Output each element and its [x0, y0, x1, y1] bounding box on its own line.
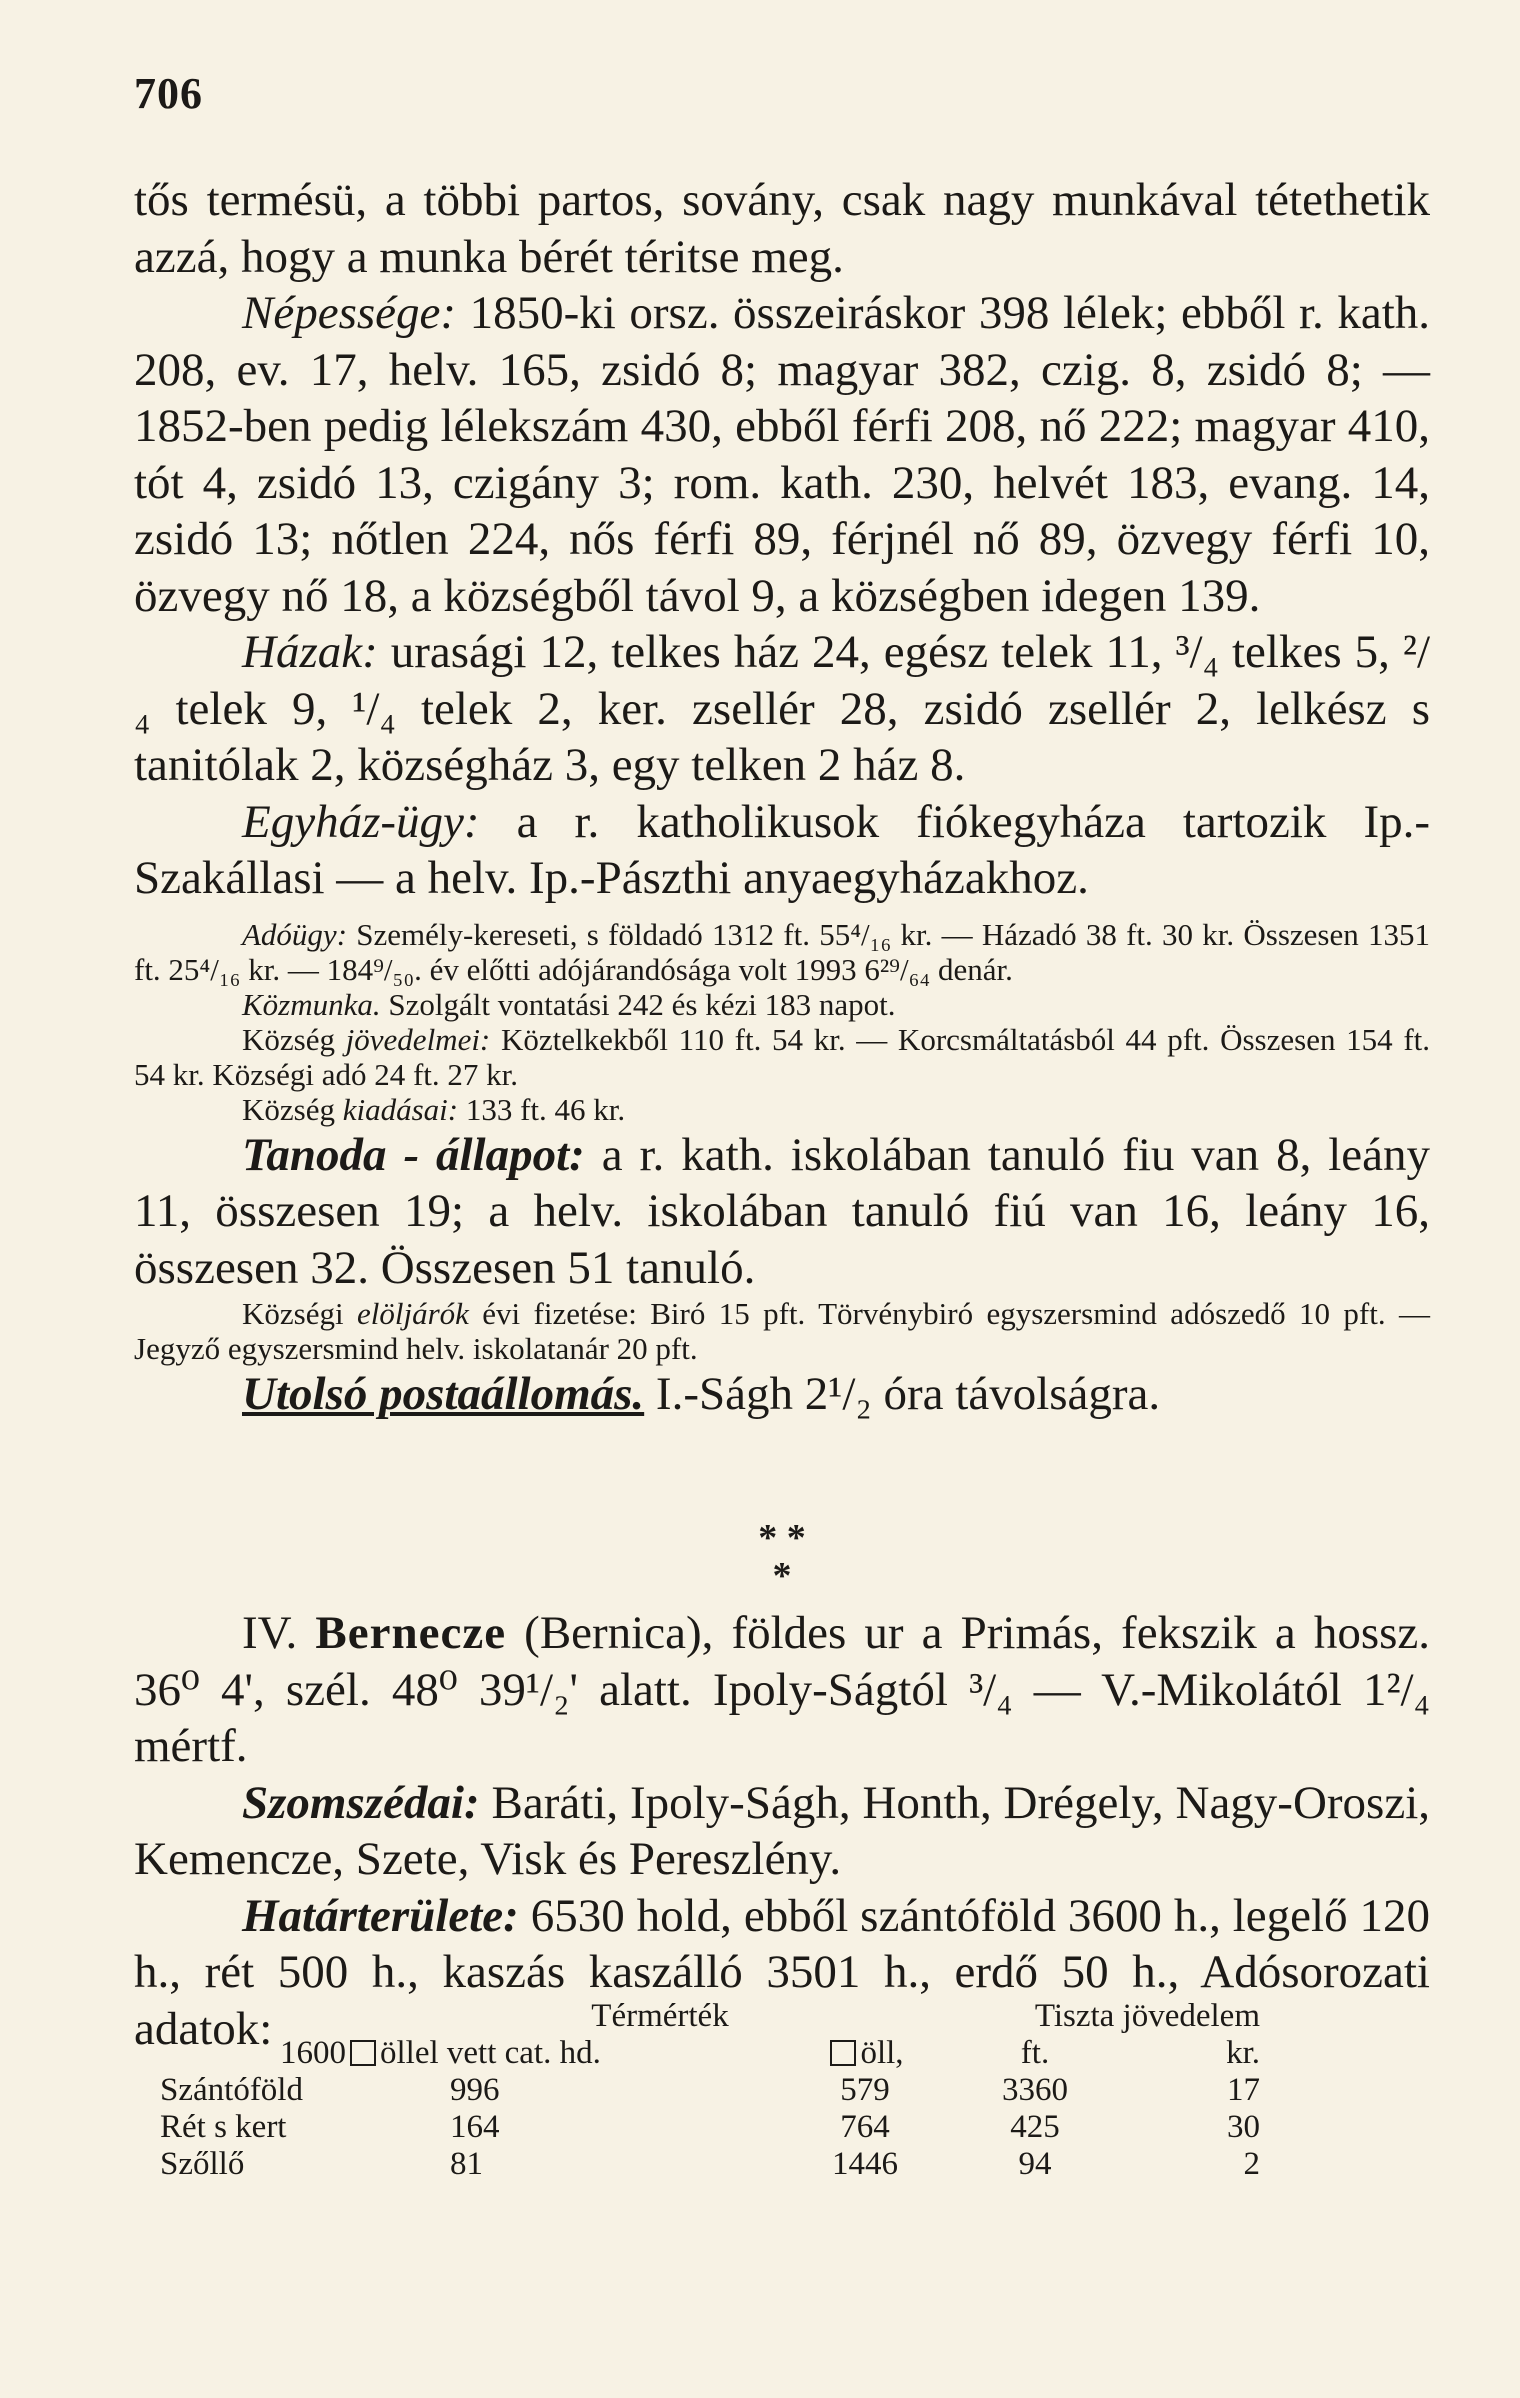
kiadasai-label: kiadásai: [342, 1091, 459, 1127]
row-ft: 425 [1010, 2109, 1060, 2145]
square-symbol-icon [830, 2040, 856, 2066]
separator-stars-top: * * [758, 1517, 806, 1559]
row-kr: 2 [1243, 2146, 1260, 2182]
bernecze-name: Bernecze [315, 1607, 507, 1659]
row-oll: 1446 [832, 2146, 898, 2182]
eloljarok-text: évi fizetése: Biró 15 pft. Törvénybiró egyszersmind adószedő 10 pft. — Jegyző egyszersmind helv. iskolatanár 20 pft. [134, 1296, 1431, 1366]
hatar-text: 6530 hold, ebből szántóföld 3600 h., legelő 120 h., rét 500 h., kaszás kaszálló 3501 h., erdő 50 h., Adósorozati adatok: [134, 1889, 1430, 2055]
paragraph-bernecze [134, 1605, 1430, 1775]
paragraph-szomszedai [134, 1775, 1430, 1888]
page-number: 706 [134, 69, 203, 118]
header-1600: 1600 [280, 2035, 346, 2071]
szomszedai-text: Baráti, Ipoly-Ságh, Honth, Drégely, Nagy-Oroszi, Kemencze, Szete, Visk és Pereszlény. [134, 1776, 1431, 1885]
jovedelmei-pre: Község [242, 1021, 335, 1057]
adougy-text: Személy-kereseti, s földadó 1312 ft. 55⁴/₁₆ kr. — Házadó 38 ft. 30 kr. Összesen 1351 ft. 25⁴/₁₆ kr. — 184⁹/₅₀. év előtti adójárandósága volt 1993 6²⁹/₆₄ denár. [134, 916, 1431, 987]
bernecze-num: IV. [242, 1607, 298, 1659]
paragraph-posta [134, 1366, 1430, 1423]
adosorozat-table [160, 1998, 1260, 2183]
row-hd: 996 [450, 2072, 500, 2108]
header-tiszta-jovedelem: Tiszta jövedelem [1034, 1998, 1260, 2034]
paragraph-eloljarok [134, 1296, 1430, 1366]
row-oll: 764 [840, 2109, 890, 2145]
row-name: Szőllő [160, 2146, 245, 2182]
row-name: Rét s kert [160, 2109, 287, 2145]
szomszedai-label: Szomszédai: [242, 1776, 480, 1829]
paragraph-kiadasai [134, 1092, 1430, 1127]
paragraph-hazak [134, 624, 1430, 794]
header-ollel-vett: öllel vett cat. hd. [380, 2035, 601, 2071]
row-ft: 94 [1018, 2146, 1052, 2182]
paragraph-tanoda [134, 1127, 1430, 1297]
kiadasai-text: 133 ft. 46 kr. [465, 1091, 626, 1127]
paragraph-jovedelmei [134, 1022, 1430, 1092]
paragraph-kozmunka [134, 987, 1430, 1022]
egyhaz-text: a r. katholikusok fiókegyháza tartozik Ip.-Szakállasi — a helv. Ip.-Pászthi anyaegyházakhoz. [134, 795, 1431, 904]
paragraph-intro: tős termésü, a többi partos, sovány, csak nagy munkával tétethetik azzá, hogy a munka bérét téritse meg. [134, 174, 1430, 283]
table-header-row-1 [160, 1998, 1260, 2035]
posta-text: I.-Ságh 2¹/₂ óra távolságra. [655, 1368, 1161, 1420]
table-row [160, 2146, 1260, 2183]
tanoda-text: a r. kath. iskolában tanuló fiu van 8, leány 11, összesen 19; a helv. iskolában tanuló fiú van 16, leány 16, összesen 32. Összesen 51 tanuló. [134, 1128, 1431, 1294]
square-symbol-icon [350, 2040, 376, 2066]
paragraph-nepessege [134, 285, 1430, 624]
jovedelmei-label: jövedelmei: [345, 1021, 491, 1057]
hazak-text: urasági 12, telkes ház 24, egész telek 11, ³/₄ telkes 5, ²/₄ telek 9, ¹/₄ telek 2, ker. zsellér 28, zsidó zsellér 2, lelkész s tanitólak 2, községház 3, egy telken 2 ház 8. [134, 626, 1431, 791]
eloljarok-pre: Községi [242, 1296, 344, 1331]
nepessege-label: Népessége: [242, 287, 457, 339]
tanoda-label: Tanoda - állapot: [242, 1128, 585, 1181]
header-kr: kr. [1226, 2035, 1260, 2071]
header-oll: öll, [860, 2035, 904, 2071]
table-header-row-2 [160, 2035, 1260, 2072]
kiadasai-pre: Község [242, 1091, 335, 1127]
kozmunka-text: Szolgált vontatási 242 és kézi 183 napot. [388, 986, 896, 1022]
row-oll: 579 [840, 2072, 890, 2108]
row-hd: 81 [450, 2146, 483, 2182]
hatar-label: Határterülete: [242, 1889, 519, 1942]
table-row [160, 2109, 1260, 2146]
table-row [160, 2072, 1260, 2109]
row-kr: 30 [1227, 2109, 1260, 2145]
bernecze-text: (Bernica), földes ur a Primás, fekszik a hossz. 36⁰ 4', szél. 48⁰ 39¹/₂' alatt. Ipoly-Ságtól ³/₄ — V.-Mikolától 1²/₄ mértf. [134, 1607, 1431, 1772]
jovedelmei-text: Köztelkekből 110 ft. 54 kr. — Korcsmáltatásból 44 pft. Összesen 154 ft. 54 kr. Községi adó 24 ft. 27 kr. [134, 1021, 1431, 1092]
eloljarok-label: elöljárók [356, 1296, 469, 1331]
adougy-label: Adóügy: [242, 916, 348, 952]
kozmunka-label: Közmunka. [242, 986, 381, 1022]
egyhaz-label: Egyház-ügy: [242, 795, 480, 848]
posta-label: Utolsó postaállomás. [242, 1368, 645, 1420]
row-ft: 3360 [1002, 2072, 1068, 2108]
header-ft: ft. [1020, 2035, 1050, 2071]
separator-stars-bottom: * [772, 1555, 792, 1597]
header-termertek: Térmérték [591, 1998, 729, 2034]
row-name: Szántóföld [160, 2072, 303, 2108]
hazak-label: Házak: [242, 626, 378, 678]
nepessege-text: 1850-ki orsz. összeiráskor 398 lélek; ebből r. kath. 208, ev. 17, helv. 165, zsidó 8; magyar 382, czig. 8, zsidó 8; — 1852-ben pedig lélekszám 430, ebből férfi 208, nő 222; magyar 410, tót 4, zsidó 13, czigány 3; rom. kath. 230, helvét 183, evang. 14, zsidó 13; nőtlen 224, nős férfi 89, férjnél nő 89, özvegy férfi 10, özvegy nő 18, a községből távol 9, a községben idegen 139. [134, 287, 1430, 622]
row-kr: 17 [1227, 2072, 1260, 2108]
row-hd: 164 [450, 2109, 500, 2145]
paragraph-adougy [134, 917, 1430, 987]
text-block-upper [134, 172, 1430, 1423]
text-block-lower [134, 1605, 1430, 2057]
paragraph-egyhaz [134, 794, 1430, 907]
